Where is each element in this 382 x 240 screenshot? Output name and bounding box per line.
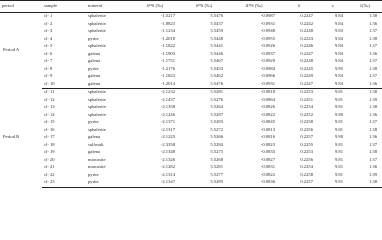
cap-d33s-cell: -0.0955 [260,35,275,41]
mineral-cell: sphalerite [88,96,106,102]
mineral-cell: marcasite [88,156,106,162]
sample-cell: cl- 11 [44,89,55,95]
lambda-cell: 1.37 [368,156,377,162]
d34s-cell: -2.1347 [130,179,180,187]
lambda-cell: 1.36 [368,134,377,140]
delta-cell: 0.2256 [300,156,313,162]
mineral-cell: sphalerite [88,20,106,26]
cap-d33s-cell: -0.0822 [260,111,275,117]
table-body [0,13,382,188]
d33s-cell: 5.5476 [180,81,228,89]
lambda-cell: 1.38 [368,149,377,155]
mineral-cell: sphalerite [88,126,106,132]
sample-cell: cl- 17 [44,134,55,140]
sample-cell: cl- 10 [42,81,86,89]
header-delta: δ [280,1,318,13]
cap-d33s-cell: -0.0931 [228,81,280,89]
sample-cell: cl- 3 [44,28,53,34]
delta-cell: 0.2248 [300,58,313,64]
epsilon-cell: 9.84 [334,43,343,49]
d34s-cell: -2.1314 [160,171,175,177]
sample-cell: cl- 21 [44,164,55,170]
d34s-cell: -2.1326 [160,156,175,162]
header-cap-d33s: Δ³³S (‰) [228,1,280,13]
sample-cell: cl- 5 [44,43,53,49]
header-period: period [0,1,42,13]
header-d33s: δ³³S (‰) [180,1,228,13]
mineral-cell: sphalerite [88,89,106,95]
d34s-cell: -2.1348 [160,149,175,155]
d33s-cell: 5.5285 [180,179,228,187]
delta-cell: 0.2247 [300,13,313,19]
epsilon-cell: 9.80 [334,134,343,140]
delta-cell: 0.2245 [300,65,313,71]
d33s-cell: 5.5272 [210,126,223,132]
table-row [0,66,382,74]
sample-cell: cl- 13 [44,104,55,110]
period-cell: Period A [3,47,20,53]
d33s-cell: 5.5459 [210,28,223,34]
sample-cell: cl- 2 [44,20,53,26]
d34s-cell: -1.2018 [160,35,175,41]
table-row [0,13,382,21]
mineral-cell: galena [88,58,100,64]
lambda-cell: 1.38 [368,13,377,19]
d33s-cell: 5.5467 [210,58,223,64]
mineral-cell: pyrite [88,65,99,71]
d33s-cell: 5.5448 [210,35,223,41]
d33s-cell: 5.5281 [210,89,223,95]
epsilon-cell: 9.83 [334,28,343,34]
cap-d33s-cell: -0.0818 [260,89,275,95]
lambda-cell: 1.36 [368,50,377,56]
sample-cell: cl- 8 [44,65,53,71]
cap-d33s-cell: -0.0836 [228,179,280,187]
cap-d33s-cell: -0.0827 [260,156,275,162]
delta-cell: 0.2258 [300,171,313,177]
cap-d33s-cell: -0.0816 [260,134,275,140]
mineral-cell: marcasite [88,164,106,170]
lambda-cell: 1.37 [368,73,377,79]
table-row [0,127,382,135]
sample-cell: cl- 18 [44,141,55,147]
mineral-cell: sphalerite [88,13,106,19]
lambda-cell: 1.38 [368,89,377,95]
d33s-cell: 5.5284 [210,141,223,147]
sample-cell: cl- 16 [44,126,55,132]
mineral-cell: pyrite [88,35,99,41]
lambda-cell: 1.36 [368,20,377,26]
delta-cell: 0.2252 [300,111,313,117]
d34s-cell: -1.2176 [160,65,175,71]
table-row [0,89,382,97]
epsilon-cell: 9.81 [334,164,343,170]
table-row [0,81,382,89]
d34s-cell: -2.1317 [160,126,175,132]
d33s-cell: 5.5437 [210,20,223,26]
d33s-cell: 5.5287 [210,111,223,117]
lambda-cell: 1.37 [368,141,377,147]
d33s-cell: 5.5277 [210,171,223,177]
d33s-cell: 5.5276 [210,96,223,102]
sample-cell: cl- 7 [44,58,53,64]
lambda-cell: 1.38 [368,104,377,110]
mineral-cell: galena [88,134,100,140]
epsilon-cell: 9.84 [334,73,343,79]
epsilon-cell: 9.84 [334,35,343,41]
delta-cell: 0.2253 [300,89,313,95]
epsilon-cell: 9.84 [334,20,343,26]
cap-d33s-cell: -0.0845 [260,119,275,125]
d33s-cell: 5.5453 [210,65,223,71]
delta-cell: 0.2242 [300,20,313,26]
epsilon-cell: 9.81 [334,126,343,132]
sample-cell: cl- 1 [44,13,53,19]
epsilon-cell: 9.84 [334,50,343,56]
d34s-cell: -1.1903 [160,50,175,56]
lambda-cell: 1.39 [368,96,377,102]
mineral-cell: pyrite [88,119,99,125]
sample-cell: cl- 14 [44,111,55,117]
table-row [0,142,382,150]
lambda-cell: 1.38 [368,65,377,71]
mineral-cell: galena [88,73,100,79]
delta-cell: 0.2258 [300,119,313,125]
d34s-cell: -2.3358 [160,141,175,147]
epsilon-cell: 9.81 [334,171,343,177]
sample-cell: cl- 4 [44,35,53,41]
table-row [0,97,382,105]
cap-d33s-cell: -0.0813 [260,126,275,132]
d34s-cell: -2.1246 [160,111,175,117]
table-row [0,43,382,51]
table-row [0,119,382,127]
d34s-cell: -2.1232 [160,89,175,95]
lambda-cell: 1.38 [368,126,377,132]
lambda-cell: 1.38 [368,35,377,41]
d34s-cell: -1.1822 [160,43,175,49]
lambda-cell: 1.37 [368,43,377,49]
cap-d33s-cell: -0.0826 [260,104,275,110]
table-row [0,58,382,66]
sample-cell: cl- 22 [44,171,55,177]
table-row [0,28,382,36]
lambda-cell: 1.37 [368,28,377,34]
lambda-cell: 1.36 [368,111,377,117]
table-row [0,36,382,44]
d33s-cell: 5.5476 [210,13,223,19]
mineral-cell: sulfosalt [88,141,104,147]
lambda-cell: 1.39 [368,171,377,177]
sample-cell: cl- 9 [44,73,53,79]
mineral-cell: galena [88,50,100,56]
epsilon-cell: 9.81 [334,141,343,147]
header-sample: sample [42,1,86,13]
mineral-cell: galena [88,149,100,155]
cap-d33s-cell: -0.0831 [260,164,275,170]
delta-cell: 0.2257 [300,134,313,140]
d34s-cell: -2.1437 [160,96,175,102]
mineral-cell: pyrite [86,179,130,187]
d33s-cell: 5.5268 [210,156,223,162]
sample-cell: cl- 19 [44,149,55,155]
cap-d33s-cell: -0.0822 [260,171,275,177]
d33s-cell: 5.5281 [210,164,223,170]
epsilon-cell: 9.84 [318,81,348,89]
mineral-cell: sphalerite [88,104,106,110]
table-row [0,21,382,29]
cap-d33s-cell: -0.0987 [260,13,275,19]
mineral-cell: galena [86,81,130,89]
epsilon-cell: 9.81 [334,96,343,102]
table-row [0,149,382,157]
cap-d33s-cell: -0.0948 [260,28,275,34]
cap-d33s-cell: -0.0823 [260,141,275,147]
d34s-cell: -1.1751 [160,58,175,64]
table-row [0,179,382,187]
mineral-cell: sphalerite [88,111,106,117]
epsilon-cell: 9.81 [318,179,348,187]
d34s-cell: -2.1371 [160,119,175,125]
lambda-cell: 1.37 [368,58,377,64]
d34s-cell: -1.8823 [160,20,175,26]
d34s-cell: -1.5217 [160,13,175,19]
epsilon-cell: 9.80 [334,111,343,117]
delta-cell: 0.2254 [300,104,313,110]
table-header [0,1,382,13]
cap-d33s-cell: -0.0926 [260,43,275,49]
mineral-cell: sphalerite [88,43,106,49]
delta-cell: 0.2257 [280,179,318,187]
sample-cell: cl- 15 [44,119,55,125]
epsilon-cell: 9.81 [334,119,343,125]
delta-cell: 0.2247 [280,81,318,89]
d34s-cell: -1.1823 [160,73,175,79]
epsilon-cell: 9.84 [334,13,343,19]
table-row [0,73,382,81]
table-row [0,172,382,180]
lambda-cell: 1.38 [348,179,382,187]
delta-cell: 0.2255 [300,141,313,147]
epsilon-cell: 9.84 [334,58,343,64]
table-row [0,104,382,112]
epsilon-cell: 9.85 [334,65,343,71]
cap-d33s-cell: -0.0966 [260,73,275,79]
sample-cell: cl- 6 [44,50,53,56]
sample-cell: cl- 23 [42,179,86,187]
delta-cell: 0.2249 [300,73,313,79]
header-mineral: mineral [86,1,130,13]
epsilon-cell: 9.81 [334,156,343,162]
cap-d33s-cell: -0.0929 [260,58,275,64]
cap-d33s-cell: -0.0937 [260,50,275,56]
d33s-cell: 5.5266 [210,134,223,140]
d33s-cell: 5.5283 [210,119,223,125]
epsilon-cell: 9.81 [334,149,343,155]
delta-cell: 0.2251 [300,96,313,102]
header-lambda: λ(‰) [348,1,382,13]
sample-cell: cl- 12 [44,96,55,102]
delta-cell: 0.2246 [300,43,313,49]
table-row [0,157,382,165]
delta-cell: 0.2243 [300,35,313,41]
d33s-cell: 5.5462 [210,73,223,79]
cap-d33s-cell: -0.0931 [260,20,275,26]
delta-cell: 0.2248 [300,28,313,34]
d34s-cell: -2.1282 [160,164,175,170]
header-epsilon: ε [318,1,348,13]
delta-cell: 0.2247 [300,50,313,56]
d34s-cell: -2.1358 [160,104,175,110]
lambda-cell: 1.37 [368,119,377,125]
cap-d33s-cell: -0.0835 [260,149,275,155]
mineral-cell: sphalerite [88,28,106,34]
table-row [0,51,382,59]
d33s-cell: 5.5264 [210,104,223,110]
cap-d33s-cell: -0.0984 [260,65,275,71]
delta-cell: 0.2253 [300,149,313,155]
d34s-cell: -1.1234 [160,28,175,34]
header-row [0,1,382,13]
epsilon-cell: 9.81 [334,104,343,110]
lambda-cell: 1.36 [348,81,382,89]
d33s-cell: 5.5441 [210,43,223,49]
delta-cell: 0.2254 [300,164,313,170]
mineral-cell: pyrite [88,171,99,177]
delta-cell: 0.2256 [300,126,313,132]
sample-cell: cl- 20 [44,156,55,162]
period-cell: Period B [3,134,20,140]
d34s-cell: -2.1225 [160,134,175,140]
header-d34s: δ³⁴S (‰) [130,1,180,13]
table-row [0,134,382,142]
d33s-cell: 5.5275 [210,149,223,155]
epsilon-cell: 9.81 [334,89,343,95]
d33s-cell: 5.5446 [210,50,223,56]
table-row [0,112,382,120]
d34s-cell: -1.2014 [130,81,180,89]
table-row [0,164,382,172]
lambda-cell: 1.36 [368,164,377,170]
cap-d33s-cell: -0.0864 [260,96,275,102]
